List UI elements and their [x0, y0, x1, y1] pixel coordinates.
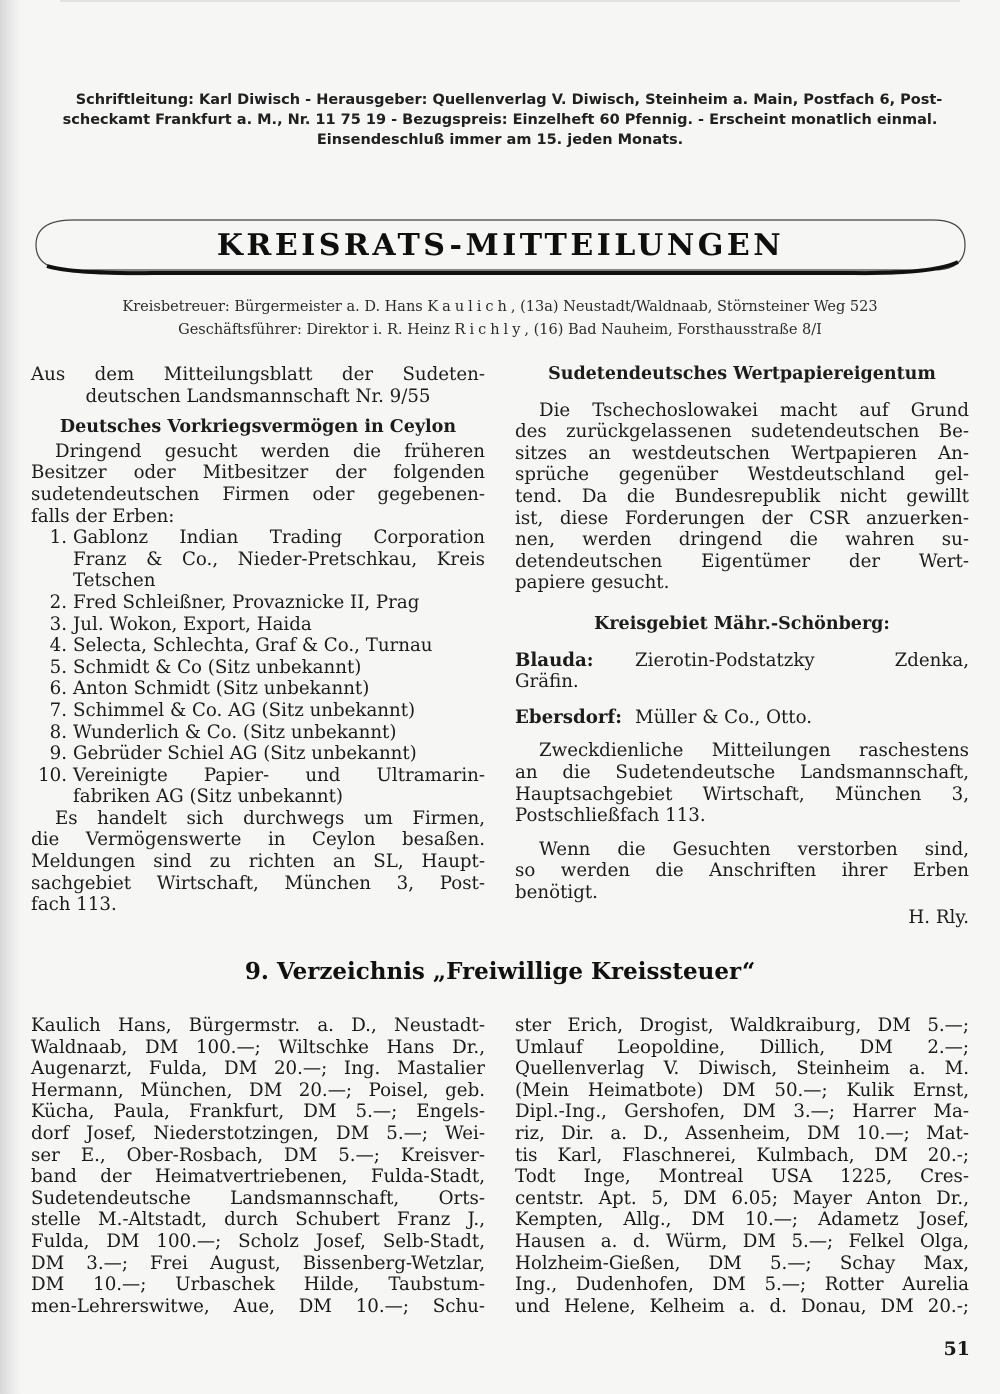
donor-line: dorf Josef, Niederstotzingen, DM 5.—; Wei-: [31, 1122, 485, 1144]
text-line: sudetendeutschen Firmen oder gegebenen-: [31, 483, 485, 505]
firm-text: Anton Schmidt (Sitz unbekannt): [73, 678, 370, 700]
entry-label: Ebersdorf:: [515, 706, 622, 728]
text-line: sachgebiet Wirtschaft, München 3, Post-: [31, 872, 485, 894]
intro-line-1: Aus dem Mitteilungsblatt der Sudeten-: [31, 364, 485, 385]
donor-line: DM 10.—; Urbaschek Hilde, Taubstum-: [31, 1274, 485, 1296]
firm-text: Schmidt & Co (Sitz unbekannt): [73, 656, 362, 678]
donor-line: Fulda, DM 100.—; Scholz Josef, Selb-Stadt,: [31, 1230, 485, 1252]
firm-number: 2.: [49, 591, 67, 613]
firm-text: Franz & Co., Nieder-Pretschkau, Kreis: [73, 548, 485, 570]
top-edge: [60, 0, 960, 2]
text-line: ist, diese Forderungen der CSR anzuerken-: [515, 507, 969, 529]
firm-item: [31, 614, 485, 636]
contact-para: [515, 740, 969, 826]
officer-2-name: Richly: [454, 322, 525, 338]
text-line: falls der Erben:: [31, 505, 175, 527]
text-line: Zweckdienliche Mitteilungen raschestens: [539, 740, 969, 762]
firm-number: 6.: [49, 678, 67, 700]
binding-shadow: [0, 0, 22, 1394]
text-line: Besitzer oder Mitbesitzer der folgenden: [31, 462, 485, 484]
firm-item: [31, 765, 485, 808]
signature: H. Rly.: [908, 907, 969, 929]
entry-blauda: [515, 650, 969, 672]
donor-line: Dipl.-Ing., Gershofen, DM 3.—; Harrer Ma-: [515, 1101, 969, 1123]
text-line: des zurückgelassenen sudetendeutschen Be-: [515, 421, 969, 443]
text-line: fach 113.: [31, 894, 117, 916]
officer-1-name: Kaulich: [427, 299, 511, 315]
donor-line: centstr. Apt. 5, DM 6.05; Mayer Anton Dr.,: [515, 1187, 969, 1209]
text-line: sprüche gegenüber Westdeutschland gel-: [515, 464, 969, 486]
firm-number: 5.: [49, 656, 67, 678]
donor-list-left: [31, 1015, 485, 1317]
left-column: [31, 364, 485, 916]
intro-line-2: deutschen Landsmannschaft Nr. 9/55: [85, 385, 431, 407]
donor-line: und Helene, Kelheim a. d. Donau, DM 20.-;: [515, 1295, 969, 1317]
donor-line: Kempten, Allg., DM 10.—; Adametz Josef,: [515, 1209, 969, 1231]
firm-text: fabriken AG (Sitz unbekannt): [73, 786, 344, 808]
firm-item: [31, 657, 485, 679]
text-line: sitzes an westdeutschen Wertpapieren An-: [515, 442, 969, 464]
officer-2-address: , (16) Bad Nauheim, Forsthausstraße 8/I: [524, 322, 822, 338]
text-line: Wenn die Gesuchten verstorben sind,: [539, 838, 969, 860]
firm-text: Selecta, Schlechta, Graf & Co., Turnau: [73, 635, 433, 657]
donor-line: Hermann, München, DM 20.—; Poisel, geb.: [31, 1079, 485, 1101]
donor-line: Umlauf Leopoldine, Dillich, DM 2.—;: [515, 1036, 969, 1058]
right-column: [515, 364, 969, 929]
donor-line: Quellenverlag V. Diwisch, Steinheim a. M.: [515, 1058, 969, 1080]
donor-line: Augenarzt, Fulda, DM 20.—; Ing. Mastalier: [31, 1058, 485, 1080]
masthead-line-3: Einsendeschluß immer am 15. jeden Monats.: [316, 132, 684, 148]
firm-item: [31, 635, 485, 657]
officer-1-role: Kreisbetreuer: Bürgermeister a. D. Hans: [122, 299, 428, 315]
firm-text: Wunderlich & Co. (Sitz unbekannt): [73, 721, 397, 743]
text-line: detendeutschen Eigentümer der Wert-: [515, 550, 969, 572]
kreissteuer-heading: 9. Verzeichnis „Freiwillige Kreissteuer“: [244, 958, 756, 985]
text-line: papiere gesucht.: [515, 572, 670, 594]
firm-text: Gablonz Indian Trading Corporation: [73, 527, 485, 549]
text-line: die Vermögenswerte in Ceylon besaßen.: [31, 829, 485, 851]
ceylon-heading: Deutsches Vorkriegsvermögen in Ceylon: [59, 417, 457, 438]
wertpapier-para: [515, 400, 969, 594]
officer-line-1: [40, 296, 960, 319]
officer-1-address: , (13a) Neustadt/Waldnaab, Störnsteiner Weg 523: [510, 299, 878, 315]
donor-line: Kaulich Hans, Bürgermstr. a. D., Neustadt-: [31, 1015, 485, 1036]
donor-line: band der Heimatvertriebenen, Fulda-Stadt,: [31, 1166, 485, 1188]
entry-ebersdorf: [515, 707, 969, 729]
donor-line: Holzheim-Gießen, DM 5.—; Schay Max,: [515, 1252, 969, 1274]
masthead-line-1: Schriftleitung: Karl Diwisch - Herausgeber: Quellenverlag V. Diwisch, Steinheim a. Main, Postfach 6, Post-: [75, 92, 943, 108]
wertpapier-heading: Sudetendeutsches Wertpapiereigentum: [548, 364, 936, 384]
firm-number: 10.: [38, 764, 67, 786]
donor-line: stelle M.-Altstadt, durch Schubert Franz J.,: [31, 1209, 485, 1231]
kreisgebiet-heading: Kreisgebiet Mähr.-Schönberg:: [594, 613, 890, 634]
firm-text: Vereinigte Papier- und Ultramarin-: [73, 764, 485, 786]
entry-text: Zierotin-Podstatzky Zdenka,: [635, 649, 969, 671]
firm-number: 8.: [49, 721, 67, 743]
firm-text: Tetschen: [73, 570, 156, 592]
firm-number: 7.: [49, 699, 67, 721]
firm-number: 1.: [49, 527, 67, 549]
donor-line: DM 3.—; Frei August, Bissenberg-Wetzlar,: [31, 1252, 485, 1274]
firm-item: [31, 722, 485, 744]
text-line: Meldungen sind zu richten an SL, Haupt-: [31, 851, 485, 873]
donor-line: Waldnaab, DM 100.—; Wiltschke Hans Dr.,: [31, 1036, 485, 1058]
text-line: Postschließfach 113.: [515, 805, 706, 827]
donor-list-right: [515, 1015, 969, 1317]
text-line: benötigt.: [515, 881, 598, 903]
donor-line: riz, Dir. a. D., Assenheim, DM 10.—; Mat-: [515, 1122, 969, 1144]
ceylon-para-2: [31, 808, 485, 916]
donor-line: ser E., Ober-Rosbach, DM 5.—; Kreisver-: [31, 1144, 485, 1166]
text-line: Dringend gesucht werden die früheren: [55, 440, 485, 462]
donor-line: tis Karl, Flaschnerei, Kulmbach, DM 20.-;: [515, 1144, 969, 1166]
donor-line: men-Lehrerswitwe, Aue, DM 10.—; Schu-: [31, 1295, 485, 1317]
text-line: so werden die Anschriften ihrer Erben: [515, 860, 969, 882]
entry-text: Müller & Co., Otto.: [635, 706, 813, 728]
text-line: Hauptsachgebiet Wirtschaft, München 3,: [515, 783, 969, 805]
banner-title: KREISRATS-MITTEILUNGEN: [216, 228, 785, 263]
donor-line: Ing., Dudenhofen, DM 5.—; Rotter Aurelia: [515, 1274, 969, 1296]
firm-text: Schimmel & Co. AG (Sitz unbekannt): [73, 699, 416, 721]
text-line: Die Tschechoslowakei macht auf Grund: [539, 399, 969, 421]
donor-line: ster Erich, Drogist, Waldkraiburg, DM 5.—;: [515, 1015, 969, 1036]
heirs-para: [515, 839, 969, 904]
donor-line: Hausen a. d. Würm, DM 5.—; Felkel Olga,: [515, 1230, 969, 1252]
firm-item: [31, 700, 485, 722]
firm-number: 3.: [49, 613, 67, 635]
donor-line: (Mein Heimatbote) DM 50.—; Kulik Ernst,: [515, 1079, 969, 1101]
firm-list: [31, 527, 485, 808]
donor-line: Sudetendeutsche Landsmannschaft, Orts-: [31, 1187, 485, 1209]
ceylon-para-1: [31, 441, 485, 527]
firm-item: [31, 527, 485, 592]
masthead-line-2: scheckamt Frankfurt a. M., Nr. 11 75 19 - Bezugspreis: Einzelheft 60 Pfennig. - Erscheint monatlich einmal.: [62, 112, 938, 128]
text-line: Es handelt sich durchwegs um Firmen,: [55, 807, 485, 829]
text-line: an die Sudetendeutsche Landsmannschaft,: [515, 761, 969, 783]
firm-text: Jul. Wokon, Export, Haida: [73, 613, 312, 635]
text-line: tend. Da die Bundesrepublik nicht gewillt: [515, 485, 969, 507]
firm-item: [31, 678, 485, 700]
kreisrats-banner: [33, 214, 968, 276]
firm-number: 9.: [49, 743, 67, 765]
masthead: [30, 90, 970, 150]
officers-block: [40, 296, 960, 342]
entry-text: Gräfin.: [515, 671, 579, 693]
firm-item: [31, 743, 485, 765]
firm-text: Fred Schleißner, Provaznicke II, Prag: [73, 591, 420, 613]
donor-line: Todt Inge, Montreal USA 1225, Cres-: [515, 1166, 969, 1188]
firm-number: 4.: [49, 635, 67, 657]
officer-2-role: Geschäftsführer: Direktor i. R. Heinz: [178, 322, 455, 338]
donor-line: Kücha, Paula, Frankfurt, DM 5.—; Engels-: [31, 1101, 485, 1123]
page-number: 51: [943, 1338, 970, 1360]
firm-item: [31, 592, 485, 614]
firm-text: Gebrüder Schiel AG (Sitz unbekannt): [73, 743, 417, 765]
officer-line-2: [40, 319, 960, 342]
text-line: nen, werden dringend die wahren su-: [515, 529, 969, 551]
entry-label: Blauda:: [515, 649, 594, 671]
